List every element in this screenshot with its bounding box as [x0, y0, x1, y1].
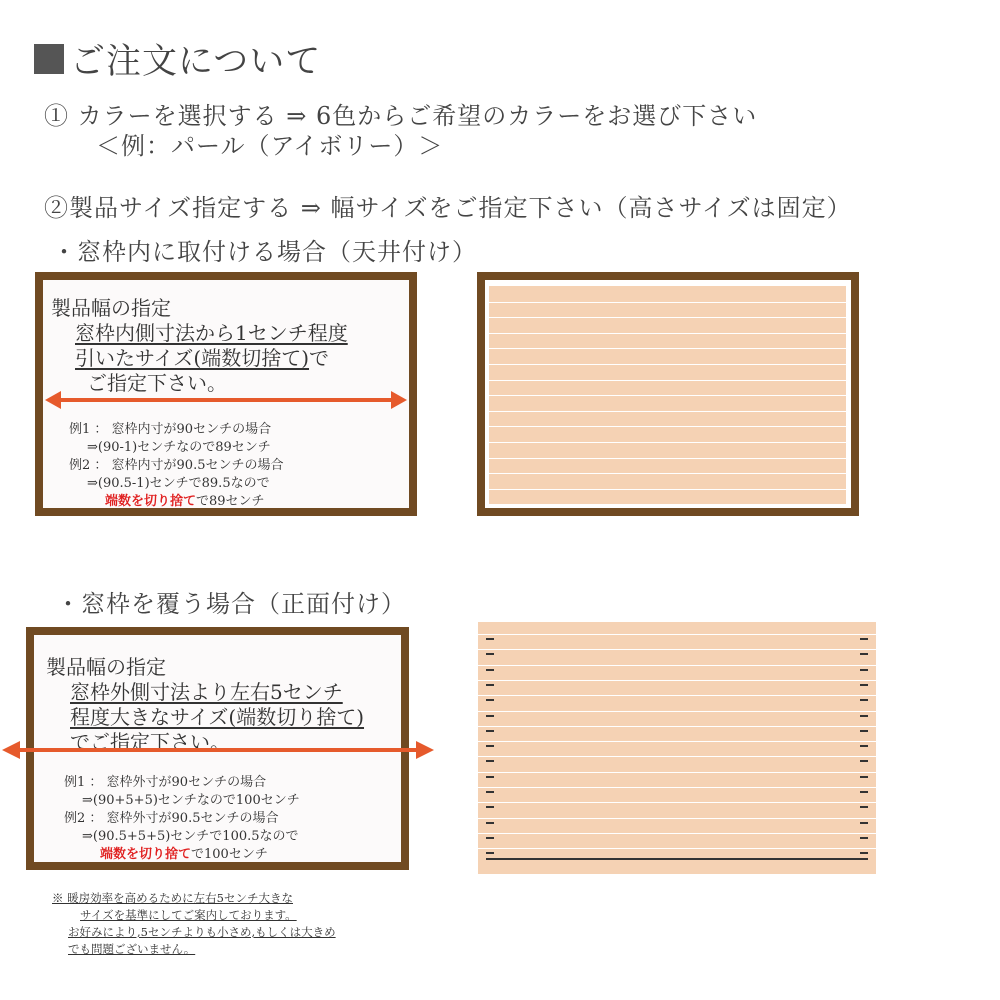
outside-box-title: 製品幅の指定 [46, 655, 166, 679]
blind-slat [478, 802, 876, 803]
blind-slat [478, 818, 876, 819]
blind-ladder-tick [860, 791, 868, 793]
footnote-line3: お好みにより,5センチよりも小さめ,もしくは大きめ [68, 925, 336, 939]
outside-example1-result: ⇒(90+5+5)センチなので100センチ [82, 793, 300, 808]
blind-ladder-tick [486, 776, 494, 778]
blind-slat [478, 772, 876, 773]
blind-ladder-tick [486, 852, 494, 854]
blind-slat [478, 848, 876, 849]
blind-slat [478, 726, 876, 727]
blind-slat [478, 680, 876, 681]
blind-icon-outside [478, 622, 876, 874]
double-arrow-icon [0, 738, 436, 762]
blind-slat [489, 348, 846, 349]
double-arrow-icon [43, 388, 409, 412]
blind-ladder-tick [860, 730, 868, 732]
square-bullet-icon [34, 44, 64, 74]
blind-slat [489, 473, 846, 474]
inside-example2-tail: で89センチ [196, 494, 265, 509]
inside-example1: 例1 ： 窓枠内寸が90センチの場合 [69, 422, 272, 437]
blind-ladder-tick [486, 669, 494, 671]
inside-box-line2-suffix: で [309, 346, 330, 370]
blind-ladder-tick [860, 837, 868, 839]
blind-ladder-tick [860, 806, 868, 808]
inside-box-line3: ご指定下さい。 [87, 371, 227, 395]
blind-ladder-tick [486, 638, 494, 640]
inside-box-title: 製品幅の指定 [51, 296, 171, 320]
blind-slat [478, 833, 876, 834]
inside-box-line2: 引いたサイズ(端数切捨て) [75, 346, 310, 370]
blind-slat [489, 302, 846, 303]
blind-slat [478, 649, 876, 650]
inside-spec-box [35, 272, 417, 516]
outside-box-line1: 窓枠外側寸法より左右5センチ [70, 680, 343, 704]
blind-ladder-tick [860, 684, 868, 686]
blind-ladder-tick [486, 653, 494, 655]
inside-heading: ・窓枠内に取付ける場合（天井付け） [52, 238, 477, 266]
outside-example1: 例1 ： 窓枠外寸が90センチの場合 [64, 775, 267, 790]
blind-slat [478, 741, 876, 742]
blind-ladder-tick [486, 822, 494, 824]
blind-ladder-tick [486, 730, 494, 732]
inside-example1-result: ⇒(90-1)センチなので89センチ [87, 440, 271, 455]
blind-slat [478, 634, 876, 635]
blind-slat [478, 787, 876, 788]
blind-slat [489, 426, 846, 427]
footnote-line4: でも問題ございません。 [68, 942, 196, 956]
blind-slat [478, 695, 876, 696]
step1-line2: ＜例：パール（アイボリー）＞ [96, 132, 444, 160]
page-title-group [34, 34, 321, 84]
blind-ladder-tick [860, 669, 868, 671]
blind-slat [489, 489, 846, 490]
blind-ladder-tick [486, 760, 494, 762]
blind-ladder-tick [860, 822, 868, 824]
blind-slat [489, 317, 846, 318]
blind-ladder-tick [486, 715, 494, 717]
blind-slat [489, 458, 846, 459]
blind-ladder-tick [486, 806, 494, 808]
blind-slat [489, 411, 846, 412]
blind-slat [489, 442, 846, 443]
outside-box-line2: 程度大きなサイズ(端数切り捨て) [70, 705, 365, 729]
blind-ladder-tick [860, 715, 868, 717]
blind-slat [478, 756, 876, 757]
blind-ladder-tick [860, 745, 868, 747]
blind-slat [489, 364, 846, 365]
inside-example2-result: ⇒(90.5-1)センチで89.5なので [87, 476, 270, 491]
footnote-line2: サイズを基準にしてご案内しております。 [80, 908, 297, 922]
blind-ladder-tick [860, 638, 868, 640]
outside-example2: 例2 ： 窓枠外寸が90.5センチの場合 [64, 811, 279, 826]
blind-icon-inside [477, 272, 859, 516]
blind-ladder-tick [486, 837, 494, 839]
blind-slat [478, 665, 876, 666]
outside-example2-result: ⇒(90.5+5+5)センチで100.5なので [82, 829, 299, 844]
inside-box-line1: 窓枠内側寸法から1センチ程度 [75, 321, 348, 345]
outside-example2-tail: で100センチ [191, 847, 268, 862]
inside-example2: 例2 ： 窓枠内寸が90.5センチの場合 [69, 458, 284, 473]
page-title: ご注文について [70, 42, 322, 82]
outside-round-down-label: 端数を切り捨て [100, 847, 192, 862]
blind-ladder-tick [486, 745, 494, 747]
blind-ladder-tick [860, 653, 868, 655]
blind-slat [489, 333, 846, 334]
blind-ladder-tick [860, 776, 868, 778]
blind-ladder-tick [486, 699, 494, 701]
blind-ladder-tick [860, 760, 868, 762]
blind-slat [489, 395, 846, 396]
blind-bottom-rail [486, 858, 868, 860]
inside-example2-conclusion [105, 490, 265, 509]
blind-slat [489, 380, 846, 381]
step1-line1: ① カラーを選択する ⇒ 6色からご希望のカラーをお選び下さい [44, 102, 758, 130]
footnote-line1: ※ 暖房効率を高めるために左右5センチ大きな [52, 891, 293, 905]
blind-ladder-tick [860, 852, 868, 854]
outside-heading: ・窓枠を覆う場合（正面付け） [56, 590, 406, 618]
outside-example2-conclusion [100, 843, 268, 862]
blind-slat [478, 711, 876, 712]
outside-box-line3: でご指定下さい。 [70, 730, 230, 754]
blind-ladder-tick [860, 699, 868, 701]
blind-ladder-tick [486, 791, 494, 793]
inside-round-down-label: 端数を切り捨て [105, 494, 197, 509]
blind-ladder-tick [486, 684, 494, 686]
step2-line1: ②製品サイズ指定する ⇒ 幅サイズをご指定下さい（高さサイズは固定） [44, 194, 852, 222]
